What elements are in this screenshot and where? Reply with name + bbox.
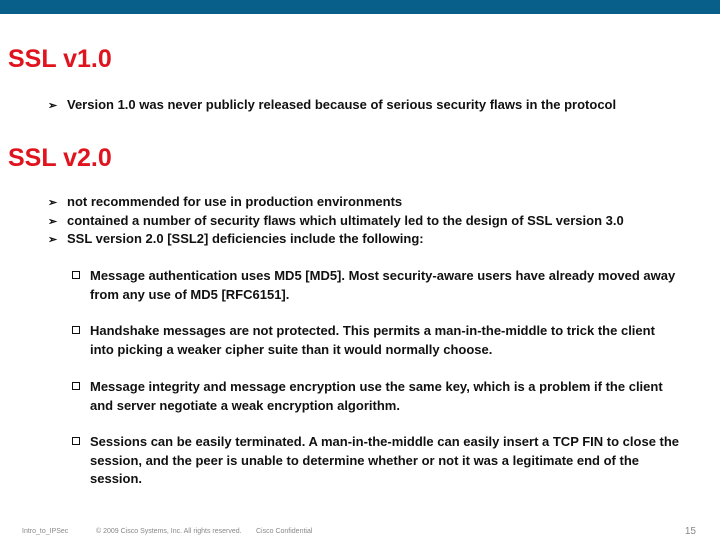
box-bullet-icon (72, 326, 80, 334)
arrow-bullet-icon: ➢ (48, 216, 58, 228)
sub-bullet: Message integrity and message encryption use the same key, which is a problem if the client and server negotiate a weak encryption algorithm. (72, 378, 682, 415)
arrow-bullet-icon: ➢ (48, 234, 58, 246)
bullet: ➢ Version 1.0 was never publicly released because of serious security flaws in the protocol (48, 97, 617, 112)
page-number: 15 (684, 526, 696, 537)
top-banner (0, 0, 720, 14)
arrow-bullet-icon: ➢ (48, 100, 58, 112)
footer-copyright: © 2009 Cisco Systems, Inc. All rights reserved. (96, 528, 242, 535)
footer-confidential: Cisco Confidential (256, 528, 313, 535)
sub-bullet: Handshake messages are not protected. This permits a man-in-the-middle to trick the client into picking a weaker cipher suite than it would normally choose. (72, 322, 682, 359)
sub-bullet: Message authentication uses MD5 [MD5]. Most security-aware users have already moved away from any use of MD5 [RFC6151]. (72, 267, 682, 304)
footer-filename: Intro_to_IPSec (22, 528, 69, 535)
bullet: ➢ contained a number of security flaws which ultimately led to the design of SSL version 3.0 (48, 213, 624, 228)
bullet: ➢ not recommended for use in production environments (48, 194, 403, 209)
box-bullet-icon (72, 437, 80, 445)
box-bullet-icon (72, 271, 80, 279)
box-bullet-icon (72, 382, 80, 390)
bullet: ➢ SSL version 2.0 [SSL2] deficiencies include the following: (48, 231, 424, 246)
section-title-ssl-v2: SSL v2.0 (8, 144, 112, 172)
arrow-bullet-icon: ➢ (48, 197, 58, 209)
sub-bullet: Sessions can be easily terminated. A man-in-the-middle can easily insert a TCP FIN to close the session, and the peer is unable to determine whether or not it was a legitimate end of the session. (72, 433, 682, 489)
section-title-ssl-v1: SSL v1.0 (8, 45, 112, 73)
